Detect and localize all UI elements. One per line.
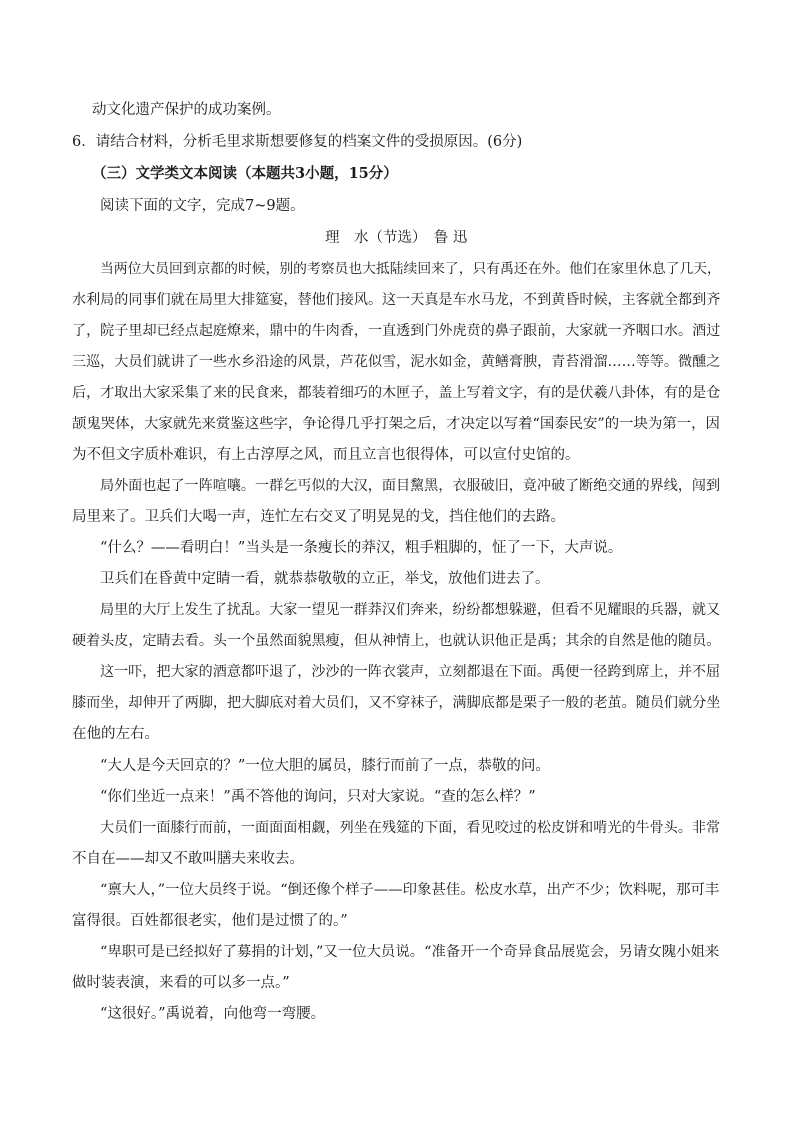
paragraph-3-line-1: “什么？——看明白！”当头是一条瘦长的莽汉，粗手粗脚的，怔了一下，大声说。 — [100, 540, 623, 556]
paragraph-12-line-1: “这很好。”禹说着，向他弯一弯腰。 — [100, 1006, 326, 1022]
paragraph-5-line-2: 硬着头皮，定睛去看。头一个虽然面貌黑瘦，但从神情上，也就认识他正是禹；其余的自然是他的随员。 — [72, 633, 721, 649]
paragraph-1-line-7: 为不但文字质朴难识，有上古淳厚之风，而且立言也很得体，可以宣付史馆的。 — [72, 447, 580, 463]
paragraph-1-line-5: 后，才取出大家采集了来的民食来，都装着细巧的木匣子，盖上写着文字，有的是伏羲八卦体，有的是仓 — [72, 385, 721, 401]
paragraph-1-line-2: 水利局的同事们就在局里大排筵宴，替他们接风。这一天真是车水马龙，不到黄昏时候，主客就全都到齐 — [72, 292, 721, 308]
paragraph-4-line-1: 卫兵们在昏黄中定睛一看，就恭恭敬敬的立正，举戈，放他们进去了。 — [100, 571, 550, 587]
paragraph-11-line-2: 做时装表演，来看的可以多一点。” — [72, 975, 290, 991]
paragraph-1-line-6: 颉鬼哭体，大家就先来赏鉴这些字，争论得几乎打架之后，才决定以写着“国泰民安”的一块为第一，因 — [72, 416, 720, 432]
paragraph-7-line-1: “大人是今天回京的？”一位大胆的属员，膝行而前了一点，恭敬的问。 — [100, 758, 550, 774]
paragraph-2-line-1: 局外面也起了一阵喧嚷。一群乞丐似的大汉，面目黧黑，衣服破旧，竟冲破了断绝交通的界线，闯到 — [100, 478, 721, 494]
paragraph-1-line-4: 三巡，大员们就讲了一些水乡沿途的风景，芦花似雪，泥水如金，黄鳝膏腴，青苔滑溜……等等。微醺之 — [72, 354, 721, 370]
paragraph-6-line-2: 膝而坐，却伸开了两脚，把大脚底对着大员们，又不穿袜子，满脚底都是栗子一般的老茧。随员们就分坐 — [72, 695, 721, 711]
article-title: 理 水（节选） 鲁 迅 — [325, 230, 468, 246]
paragraph-10-line-2: 富得很。百姓都很老实，他们是过惯了的。” — [72, 913, 348, 929]
paragraph-6-line-1: 这一吓，把大家的酒意都吓退了，沙沙的一阵衣裳声，立刻都退在下面。禹便一径跨到席上，并不屈 — [100, 664, 721, 680]
paragraph-11-line-1: “卑职可是已经拟好了募捐的计划，”又一位大员说。“准备开一个奇异食品展览会，另请女隗小姐来 — [100, 944, 720, 960]
section-3-heading: （三）文学类文本阅读（本题共3小题，15分） — [92, 165, 398, 182]
paragraph-9-line-2: 不自在——却又不敢叫膳夫来收去。 — [72, 851, 304, 867]
paragraph-2-line-2: 局里来了。卫兵们大喝一声，连忙左右交叉了明晃晃的戈，挡住他们的去路。 — [72, 509, 565, 525]
paragraph-8-line-1: “你们坐近一点来！”禹不答他的询问，只对大家说。“查的怎么样？” — [100, 789, 536, 805]
reading-instruction: 阅读下面的文字，完成7~9题。 — [100, 198, 305, 214]
question-6: 6．请结合材料，分析毛里求斯想要修复的档案文件的受损原因。(6分) — [72, 134, 523, 150]
paragraph-1-line-3: 了，院子里却已经点起庭燎来，鼎中的牛肉香，一直透到门外虎贲的鼻子跟前，大家就一齐咽口水。酒过 — [72, 323, 721, 339]
paragraph-1-line-1: 当两位大员回到京都的时候，别的考察员也大抵陆续回来了，只有禹还在外。他们在家里休息了几天， — [100, 261, 721, 277]
paragraph-10-line-1: “禀大人，”一位大员终于说。“倒还像个样子——印象甚佳。松皮水草，出产不少；饮料呢，那可丰 — [100, 882, 720, 898]
paragraph-9-line-1: 大员们一面膝行而前，一面面面相觑，列坐在残筵的下面，看见咬过的松皮饼和啃光的牛骨头。非常 — [100, 820, 721, 836]
paragraph-6-line-3: 在他的左右。 — [72, 726, 159, 742]
intro-tail-line: 动文化遗产保护的成功案例。 — [92, 102, 281, 118]
paragraph-5-line-1: 局里的大厅上发生了扰乱。大家一望见一群莽汉们奔来，纷纷都想躲避，但看不见耀眼的兵器，就又 — [100, 602, 721, 618]
